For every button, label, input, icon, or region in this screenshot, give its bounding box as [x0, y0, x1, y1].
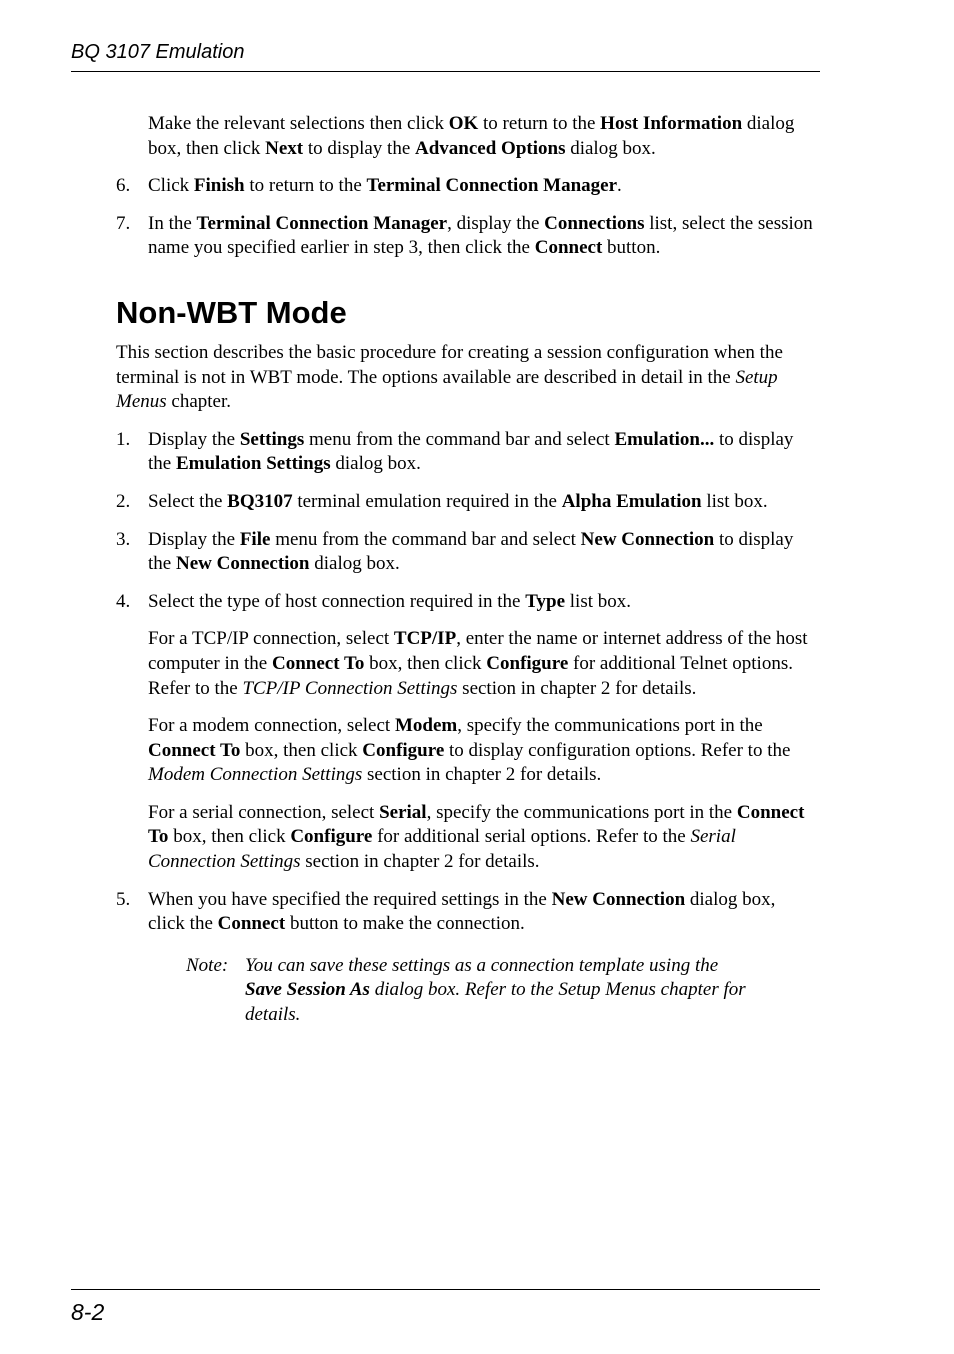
step-number: 7.	[116, 212, 131, 234]
step-text: Click Finish to return to the Terminal Connection Manager.	[148, 175, 622, 197]
note	[116, 954, 746, 1028]
header-rule	[71, 71, 820, 72]
step-text: Display the File menu from the command bar and select New Connection to display the New Connection dialog box.	[148, 528, 794, 575]
page-number: 8-2	[71, 1299, 105, 1325]
paragraph-modem: For a modem connection, select Modem, specify the communications port in the Connect To box, then click Configure to display configuration options. Refer to the Modem Connection Settings section in chapter 2 for details.	[148, 715, 791, 786]
step-2	[116, 490, 816, 515]
note-label: Note:	[186, 954, 229, 976]
step-number: 4.	[116, 590, 131, 612]
footer-rule	[71, 1289, 820, 1290]
step-number: 6.	[116, 175, 131, 197]
step-3	[116, 528, 816, 577]
step-number: 2.	[116, 490, 131, 512]
step-1	[116, 428, 816, 477]
section-heading: Non-WBT Mode	[116, 294, 347, 330]
paragraph-host-information: Make the relevant selections then click OK to return to the Host Information dialog box, then click Next to display the Advanced Options dialog box.	[148, 113, 795, 159]
page-body	[116, 112, 816, 1028]
step-6	[116, 174, 816, 199]
step-text: When you have specified the required settings in the New Connection dialog box, click the Connect button to make the connection.	[148, 888, 776, 935]
section-intro: This section describes the basic procedure for creating a session configuration when the terminal is not in WBT mode. The options available are described in detail in the Setup Menus chapter.	[116, 341, 783, 413]
note-text: You can save these settings as a connection template using the Save Session As dialog box. Refer to the Setup Menus chapter for details.	[245, 954, 746, 1026]
step-7	[116, 212, 816, 261]
step-text: Select the type of host connection required in the Type list box.	[148, 590, 631, 612]
step-text: Display the Settings menu from the command bar and select Emulation... to display the Emulation Settings dialog box.	[148, 428, 794, 475]
step-5	[116, 888, 816, 937]
running-header: BQ 3107 Emulation	[71, 41, 245, 63]
step-number: 3.	[116, 528, 131, 550]
paragraph-serial: For a serial connection, select Serial, specify the communications port in the Connect To box, then click Configure for additional serial options. Refer to the Serial Connection Settings section in chapter 2 for details.	[148, 801, 805, 873]
step-number: 5.	[116, 888, 131, 910]
step-text: Select the BQ3107 terminal emulation required in the Alpha Emulation list box.	[148, 490, 768, 512]
step-4	[116, 590, 816, 615]
paragraph-tcpip: For a TCP/IP connection, select TCP/IP, enter the name or internet address of the host computer in the Connect To box, then click Configure for additional Telnet options. Refer to the TCP/IP Connection Settings section in chapter 2 for details.	[148, 628, 808, 699]
step-number: 1.	[116, 428, 131, 450]
step-text: In the Terminal Connection Manager, display the Connections list, select the session name you specified earlier in step 3, then click the Connect button.	[148, 212, 813, 259]
